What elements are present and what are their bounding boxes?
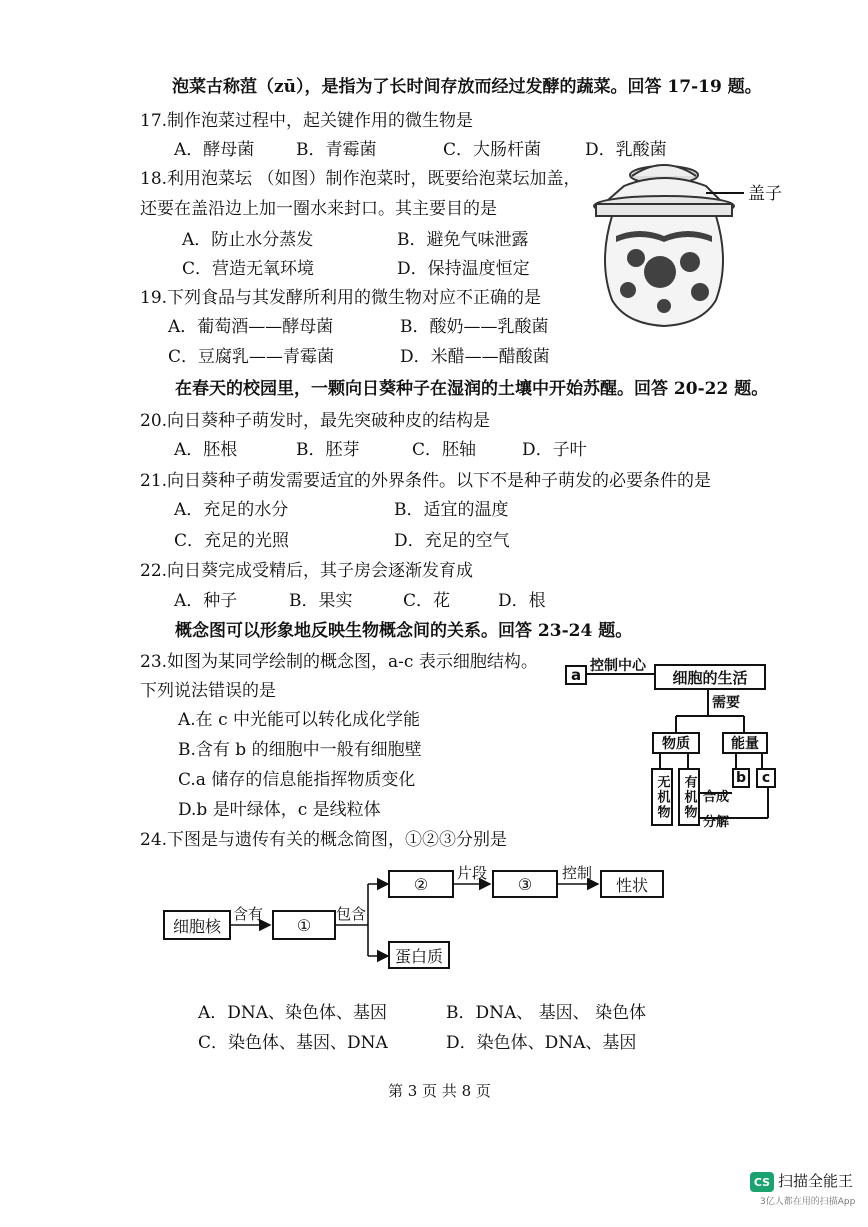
- q19-option-a: A．葡萄酒——酵母菌: [168, 317, 334, 337]
- diagram-label-decompose: 分解: [703, 815, 730, 830]
- diagram-label-control: 控制: [562, 864, 593, 882]
- scanner-logo-icon: CS: [750, 1172, 774, 1192]
- diagram-label-segment: 片段: [457, 864, 488, 882]
- q22-option-a: A．种子: [174, 591, 238, 611]
- q22-option-d: D．根: [498, 591, 546, 611]
- q22-option-c: C．花: [403, 591, 451, 611]
- scanner-app-tagline: 3亿人都在用的扫描App: [760, 1197, 856, 1207]
- diagram-label-includes: 包含: [336, 905, 367, 923]
- q20-option-c: C．胚轴: [412, 440, 477, 460]
- question-18-stem-line2: 还要在盖沿边上加一圈水来封口。其主要目的是: [140, 199, 497, 219]
- q21-option-a: A．充足的水分: [174, 500, 289, 520]
- q18-option-d: D．保持温度恒定: [397, 259, 530, 279]
- diagram-node-cell-life: 细胞的生活: [654, 664, 766, 690]
- diagram-node-trait: 性状: [600, 870, 664, 898]
- question-21-stem: 21.向日葵种子萌发需要适宜的外界条件。以下不是种子萌发的必要条件的是: [140, 471, 712, 491]
- question-18-stem-line1: 18.利用泡菜坛 （如图）制作泡菜时，既要给泡菜坛加盖，: [140, 169, 581, 189]
- diagram-node-b: b: [732, 768, 750, 788]
- q20-option-b: B．胚芽: [296, 440, 360, 460]
- q19-option-c: C．豆腐乳——青霉菌: [168, 347, 335, 367]
- page-footer: 第 3 页 共 8 页: [388, 1082, 491, 1100]
- diagram-node-2: ②: [388, 870, 454, 898]
- question-20-stem: 20.向日葵种子萌发时，最先突破种皮的结构是: [140, 411, 491, 431]
- diagram-node-a: a: [565, 665, 587, 685]
- q22-option-b: B．果实: [289, 591, 353, 611]
- q21-option-b: B．适宜的温度: [394, 500, 509, 520]
- question-23-stem-line2: 下列说法错误的是: [140, 681, 276, 701]
- q23-option-a: A.在 c 中光能可以转化成化学能: [178, 710, 421, 730]
- diagram-label-synthesis: 合成: [703, 790, 730, 805]
- q18-option-b: B．避免气味泄露: [397, 230, 529, 250]
- diagram-node-matter: 物质: [652, 732, 700, 754]
- q20-option-d: D．子叶: [522, 440, 587, 460]
- diagram-node-3: ③: [492, 870, 558, 898]
- q21-option-c: C．充足的光照: [174, 531, 290, 551]
- q19-option-d: D．米醋——醋酸菌: [400, 347, 550, 367]
- q24-option-c: C．染色体、基因、DNA: [198, 1033, 388, 1053]
- diagram-node-c: c: [756, 768, 776, 788]
- q24-option-a: A．DNA、染色体、基因: [198, 1003, 388, 1023]
- jar-lid-label: 盖子: [748, 184, 782, 204]
- diagram-label-contains: 含有: [233, 905, 264, 923]
- question-19-stem: 19.下列食品与其发酵所利用的微生物对应不正确的是: [140, 288, 542, 308]
- q18-option-a: A．防止水分蒸发: [182, 230, 314, 250]
- q19-option-b: B．酸奶——乳酸菌: [400, 317, 549, 337]
- intro-20-22: 在春天的校园里，一颗向日葵种子在湿润的土壤中开始苏醒。回答 20-22 题。: [175, 379, 769, 399]
- q23-option-d: D.b 是叶绿体，c 是线粒体: [178, 800, 381, 820]
- q17-option-d: D．乳酸菌: [585, 140, 667, 160]
- scanner-app-name: 扫描全能王: [778, 1172, 854, 1190]
- diagram-label-control-center: 控制中心: [590, 658, 646, 674]
- q23-option-c: C.a 储存的信息能指挥物质变化: [178, 770, 416, 790]
- intro-17-19: 泡菜古称菹（zū），是指为了长时间存放而经过发酵的蔬菜。回答 17-19 题。: [172, 77, 762, 97]
- q24-option-b: B．DNA、 基因、 染色体: [446, 1003, 647, 1023]
- q23-option-b: B.含有 b 的细胞中一般有细胞壁: [178, 740, 422, 760]
- q20-option-a: A．胚根: [174, 440, 238, 460]
- question-22-stem: 22.向日葵完成受精后，其子房会逐渐发育成: [140, 561, 474, 581]
- diagram-label-needs: 需要: [712, 695, 740, 711]
- diagram-node-organic: 有机物: [678, 768, 700, 826]
- q17-option-b: B．青霉菌: [296, 140, 377, 160]
- q18-option-c: C．营造无氧环境: [182, 259, 315, 279]
- q17-option-c: C．大肠杆菌: [443, 140, 542, 160]
- diagram-node-energy: 能量: [722, 732, 768, 754]
- diagram-node-protein: 蛋白质: [388, 941, 450, 969]
- diagram-node-1: ①: [272, 910, 336, 940]
- q17-option-a: A．酵母菌: [174, 140, 255, 160]
- question-17-stem: 17.制作泡菜过程中，起关键作用的微生物是: [140, 111, 474, 131]
- diagram-node-nucleus: 细胞核: [163, 910, 231, 940]
- q21-option-d: D．充足的空气: [394, 531, 510, 551]
- question-23-stem-line1: 23.如图为某同学绘制的概念图，a-c 表示细胞结构。: [140, 652, 538, 672]
- q24-option-d: D．染色体、DNA、基因: [446, 1033, 637, 1053]
- diagram-node-inorganic: 无机物: [651, 768, 673, 826]
- intro-23-24: 概念图可以形象地反映生物概念间的关系。回答 23-24 题。: [175, 621, 633, 641]
- question-24-stem: 24.下图是与遗传有关的概念简图，①②③分别是: [140, 830, 508, 850]
